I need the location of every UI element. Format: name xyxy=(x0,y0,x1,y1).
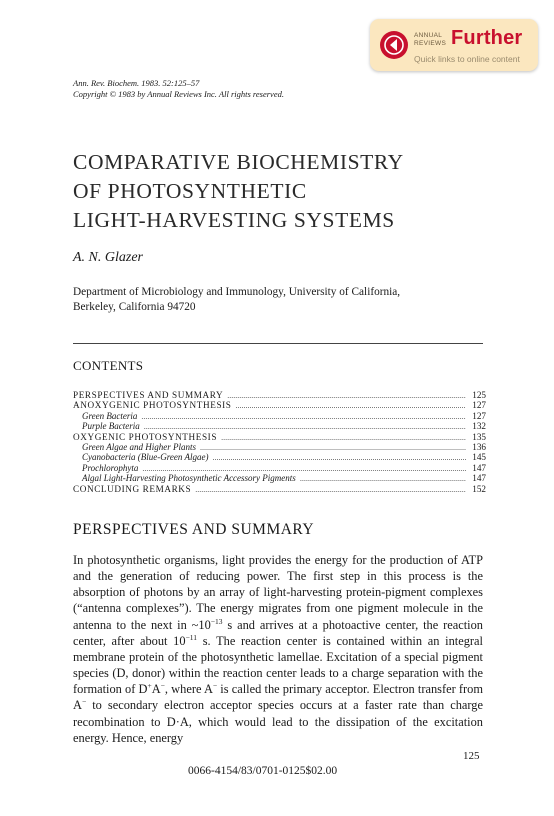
badge-subtitle: Quick links to online content xyxy=(414,54,520,64)
author-name: A. N. Glazer xyxy=(73,250,143,265)
toc-entry[interactable]: Cyanobacteria (Blue-Green Algae) ..... 145 xyxy=(73,452,486,462)
annual-reviews-logo-icon xyxy=(379,30,409,60)
title-line: OF PHOTOSYNTHETIC xyxy=(73,179,307,203)
toc-entry[interactable]: Prochlorophyta ..... 147 xyxy=(73,463,486,473)
toc-entry[interactable]: ANOXYGENIC PHOTOSYNTHESIS ..... 127 xyxy=(73,400,486,410)
contents-heading: CONTENTS xyxy=(73,358,144,373)
badge-annual-reviews: ANNUAL REVIEWS xyxy=(414,32,447,47)
journal-citation: Ann. Rev. Biochem. 1983. 52:125–57 xyxy=(73,78,200,88)
author-affiliation: Department of Microbiology and Immunology, University of California, Berkeley, California 94720 xyxy=(73,286,401,313)
title-line: LIGHT-HARVESTING SYSTEMS xyxy=(73,208,395,232)
table-of-contents xyxy=(73,390,486,494)
title-line: COMPARATIVE BIOCHEMISTRY xyxy=(73,150,404,174)
toc-entry[interactable]: OXYGENIC PHOTOSYNTHESIS ..... 135 xyxy=(73,432,486,442)
page-number: 125 xyxy=(463,750,480,762)
toc-entry[interactable]: Algal Light-Harvesting Photosynthetic Accessory Pigments ..... 147 xyxy=(73,473,486,483)
copyright-line: Copyright © 1983 by Annual Reviews Inc. All rights reserved. xyxy=(73,89,284,99)
toc-entry[interactable]: Purple Bacteria ..... 132 xyxy=(73,421,486,431)
toc-entry[interactable]: Green Bacteria ..... 127 xyxy=(73,411,486,421)
body-paragraph: In photosynthetic organisms, light provides the energy for the production of ATP and the generation of reducing power. The first step in this process is the absorption of photons by an array of light-harvesting protein-pigment complexes (“antenna complexes”). The energy migrates from one pigment molecule in the antenna to the next in $\sim 10^{-13}$ s and arrives at a photoactive center, the reaction center, after about $10^{-11}$ s. The reaction center is contained within an integral membrane protein of the photosynthetic lamellae. Excitation of a special pigment species (D, donor) within the reaction center leads to a charge separation with the formation of D+A−, where A− is called the primary acceptor. Electron transfer from A− to secondary electron acceptor species occurs at a faster rate than charge recombination to D·A, which would lead to the dissipation of the excitation energy. Hence, energy xyxy=(73,553,484,745)
contents-top-rule xyxy=(73,343,483,344)
section-heading: PERSPECTIVES AND SUMMARY xyxy=(73,521,315,538)
toc-entry[interactable]: CONCLUDING REMARKS ..... 152 xyxy=(73,484,486,494)
toc-entry[interactable]: Green Algae and Higher Plants ..... 136 xyxy=(73,442,486,452)
article-title xyxy=(73,148,404,235)
footer-code: 0066-4154/83/0701-0125$02.00 xyxy=(188,765,338,777)
further-badge[interactable] xyxy=(370,19,538,71)
badge-further-label: Further xyxy=(451,27,523,49)
toc-entry[interactable]: PERSPECTIVES AND SUMMARY ..... 125 xyxy=(73,390,486,400)
